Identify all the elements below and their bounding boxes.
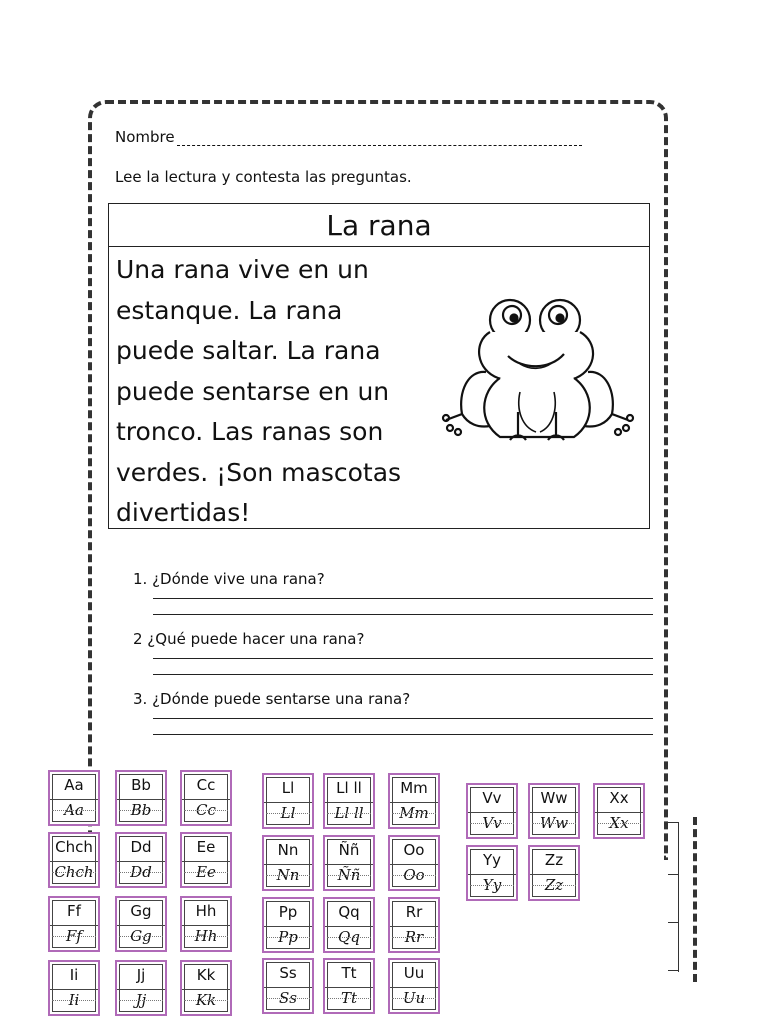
card-script-letters: Yy [468,874,516,895]
alphabet-card [388,835,440,891]
card-print-letters: Nn [277,841,299,859]
card-script-letters: Dd [117,861,165,882]
alphabet-card [180,896,232,952]
card-script-letters: Uu [390,987,438,1008]
card-script-letters: Ss [264,987,312,1008]
card-print-letters: Ss [279,964,297,982]
name-line[interactable] [177,131,582,146]
card-print-letters: Ff [67,902,81,920]
answer-line[interactable] [153,674,653,675]
card-script-letters: Ee [182,861,230,882]
alphabet-card [593,783,645,839]
card-print-letters: Kk [196,966,216,984]
card-script-letters: Mm [390,802,438,823]
story-line: puede sentarse en un [116,376,390,406]
card-script-letters: Gg [117,925,165,946]
alphabet-card [323,773,375,829]
name-label: Nombre [115,128,175,146]
alphabet-card [115,896,167,952]
alphabet-card [48,960,100,1016]
card-print-letters: Ll [281,779,295,797]
card-script-letters: Xx [595,812,643,833]
card-print-letters: Rr [405,903,423,921]
card-script-letters: Ff [50,925,98,946]
answer-line[interactable] [153,734,653,735]
card-print-letters: Qq [338,903,360,921]
alphabet-card [466,783,518,839]
card-print-letters: Yy [482,851,502,869]
card-print-letters: Uu [403,964,425,982]
card-print-letters: Bb [131,776,151,794]
bracket-mark [668,822,679,972]
card-script-letters: Hh [182,925,230,946]
alphabet-card [262,897,314,953]
alphabet-card [466,845,518,901]
card-script-letters: Aa [50,799,98,820]
alphabet-card [115,832,167,888]
alphabet-card [323,958,375,1014]
answer-line[interactable] [153,598,653,599]
story-line: puede saltar. La rana [116,336,381,365]
card-script-letters: Ññ [325,864,373,885]
alphabet-card [262,773,314,829]
card-print-letters: Ii [69,966,79,984]
story-title [108,203,650,247]
story-line: estanque. La rana [116,295,343,325]
frog-icon [438,292,648,452]
card-print-letters: Hh [195,902,217,920]
answer-line[interactable] [153,614,653,615]
story-title-text: La rana [326,208,432,242]
alphabet-card [115,770,167,826]
card-script-letters: Ll [264,802,312,823]
alphabet-card [388,958,440,1014]
card-script-letters: Nn [264,864,312,885]
question-3: 3. ¿Dónde puede sentarse una rana? [133,690,411,708]
story-line: verdes. ¡Son mascotas [116,457,402,487]
alphabet-card [528,845,580,901]
card-print-letters: Aa [64,776,84,794]
card-print-letters: Oo [403,841,425,859]
card-print-letters: Vv [482,789,502,807]
card-script-letters: Qq [325,926,373,947]
card-print-letters: Ww [540,789,568,807]
card-script-letters: Vv [468,812,516,833]
question-1: 1. ¿Dónde vive una rana? [133,570,325,588]
card-print-letters: Ññ [338,841,360,859]
alphabet-card [262,835,314,891]
alphabet-card [323,897,375,953]
alphabet-card [323,835,375,891]
instruction-text: Lee la lectura y contesta las preguntas. [115,168,412,186]
card-print-letters: Dd [130,838,152,856]
card-script-letters: Tt [325,987,373,1008]
card-script-letters: Bb [117,799,165,820]
card-script-letters: Kk [182,989,230,1010]
card-print-letters: Gg [130,902,152,920]
alphabet-card [48,832,100,888]
card-print-letters: Mm [400,779,428,797]
card-print-letters: Zz [544,851,564,869]
question-2: 2 ¿Qué puede hacer una rana? [133,630,365,648]
card-print-letters: Tt [341,964,357,982]
alphabet-card [180,832,232,888]
alphabet-card [115,960,167,1016]
card-print-letters: Pp [278,903,298,921]
card-print-letters: Ee [196,838,216,856]
name-field[interactable] [115,128,582,146]
alphabet-card [180,960,232,1016]
story-line: divertidas! [116,498,251,527]
answer-line[interactable] [153,658,653,659]
alphabet-card [528,783,580,839]
story-text [116,250,456,534]
card-print-letters: Cc [196,776,216,794]
card-script-letters: Jj [117,989,165,1010]
card-script-letters: Cc [182,799,230,820]
card-script-letters: Oo [390,864,438,885]
story-line: tronco. Las ranas son [116,417,384,446]
card-print-letters: Ll ll [336,779,362,797]
alphabet-card [262,958,314,1014]
card-script-letters: Zz [530,874,578,895]
card-script-letters: Chch [50,861,98,882]
alphabet-card [48,896,100,952]
card-script-letters: Pp [264,926,312,947]
card-print-letters: Xx [609,789,629,807]
alphabet-card [388,897,440,953]
card-script-letters: Ii [50,989,98,1010]
card-script-letters: Ll ll [325,802,373,823]
dashed-edge [693,817,697,982]
story-line: Una rana vive en un [116,255,369,284]
alphabet-card [48,770,100,826]
alphabet-card [180,770,232,826]
alphabet-card [388,773,440,829]
card-script-letters: Rr [390,926,438,947]
card-print-letters: Jj [136,966,146,984]
answer-line[interactable] [153,718,653,719]
card-script-letters: Ww [530,812,578,833]
card-print-letters: Chch [55,838,93,856]
